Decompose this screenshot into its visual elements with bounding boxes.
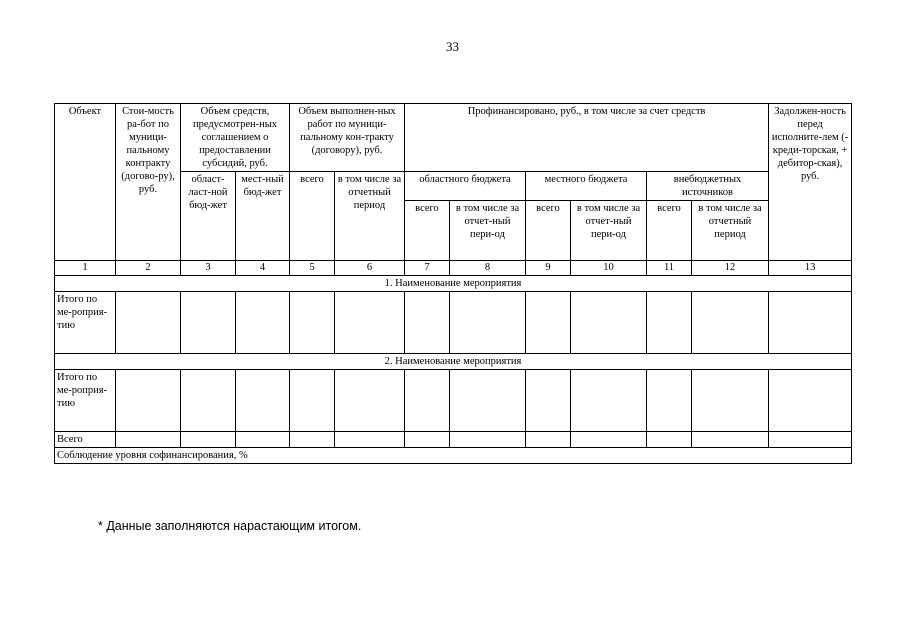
subtotal-label: Итого по ме-роприя-тию — [55, 370, 116, 432]
header-object: Объект — [55, 104, 116, 261]
total-label: Всего — [55, 432, 116, 448]
empty-cell — [405, 292, 450, 354]
page-number: 33 — [446, 39, 459, 54]
header-fin-regional: областного бюджета — [405, 172, 526, 201]
column-number: 5 — [290, 261, 335, 276]
header-work: Объем выполнен-ных работ по муници-пальному кон-тракту (договору), руб. — [290, 104, 405, 172]
header-col-8: в том числе за отчет-ный пери-од — [450, 201, 526, 261]
empty-cell — [769, 292, 852, 354]
header-funds-local: мест-ный бюд-жет — [236, 172, 290, 261]
cofinancing-row — [55, 448, 852, 464]
header-debt: Задолжен-ность перед исполните-лем (- креди-торская, + дебитор-ская), руб. — [769, 104, 852, 261]
empty-cell — [526, 292, 571, 354]
column-number: 7 — [405, 261, 450, 276]
section-subtotal-row — [55, 292, 852, 354]
empty-cell — [450, 370, 526, 432]
column-number: 13 — [769, 261, 852, 276]
subtotal-label: Итого по ме-роприя-тию — [55, 292, 116, 354]
total-row — [55, 432, 852, 448]
header-col-12: в том числе за отчетный период — [692, 201, 769, 261]
empty-cell — [290, 292, 335, 354]
empty-cell — [335, 432, 405, 448]
column-number: 3 — [181, 261, 236, 276]
column-number: 11 — [647, 261, 692, 276]
header-col-11: всего — [647, 201, 692, 261]
empty-cell — [647, 432, 692, 448]
column-number: 8 — [450, 261, 526, 276]
header-row-1 — [55, 104, 852, 172]
empty-cell — [647, 292, 692, 354]
header-work-total: всего — [290, 172, 335, 261]
column-number: 1 — [55, 261, 116, 276]
empty-cell — [571, 292, 647, 354]
empty-cell — [692, 370, 769, 432]
column-number-row — [55, 261, 852, 276]
section-title: 1. Наименование мероприятия — [55, 276, 852, 292]
footnote: * Данные заполняются нарастающим итогом. — [98, 519, 362, 533]
column-number: 9 — [526, 261, 571, 276]
empty-cell — [236, 432, 290, 448]
empty-cell — [181, 292, 236, 354]
empty-cell — [116, 292, 181, 354]
empty-cell — [405, 370, 450, 432]
column-number: 4 — [236, 261, 290, 276]
column-number: 2 — [116, 261, 181, 276]
header-cost: Стои-мость ра-бот по муници-пальному контракту (догово-ру), руб. — [116, 104, 181, 261]
empty-cell — [571, 370, 647, 432]
empty-cell — [526, 370, 571, 432]
empty-cell — [692, 292, 769, 354]
financing-report-table — [54, 103, 852, 464]
header-col-7: всего — [405, 201, 450, 261]
empty-cell — [335, 370, 405, 432]
column-number: 6 — [335, 261, 405, 276]
header-fin-local: местного бюджета — [526, 172, 647, 201]
header-col-10: в том числе за отчет-ный пери-од — [571, 201, 647, 261]
empty-cell — [181, 432, 236, 448]
section-title-row — [55, 276, 852, 292]
header-work-period: в том числе за отчетный период — [335, 172, 405, 261]
empty-cell — [571, 432, 647, 448]
empty-cell — [116, 432, 181, 448]
empty-cell — [692, 432, 769, 448]
empty-cell — [769, 432, 852, 448]
header-fin-extra: внебюджетных источников — [647, 172, 769, 201]
empty-cell — [526, 432, 571, 448]
header-funds: Объем средств, предусмотрен-ных соглашением о предоставлении субсидий, руб. — [181, 104, 290, 172]
empty-cell — [405, 432, 450, 448]
header-col-9: всего — [526, 201, 571, 261]
empty-cell — [290, 432, 335, 448]
section-title: 2. Наименование мероприятия — [55, 354, 852, 370]
section-subtotal-row — [55, 370, 852, 432]
empty-cell — [181, 370, 236, 432]
section-title-row — [55, 354, 852, 370]
empty-cell — [647, 370, 692, 432]
column-number: 12 — [692, 261, 769, 276]
empty-cell — [236, 292, 290, 354]
empty-cell — [450, 432, 526, 448]
header-financed: Профинансировано, руб., в том числе за счет средств — [405, 104, 769, 172]
empty-cell — [335, 292, 405, 354]
empty-cell — [236, 370, 290, 432]
empty-cell — [290, 370, 335, 432]
cofinancing-label: Соблюдение уровня софинансирования, % — [55, 448, 852, 464]
header-funds-regional: област-ласт-ной бюд-жет — [181, 172, 236, 261]
empty-cell — [116, 370, 181, 432]
empty-cell — [450, 292, 526, 354]
empty-cell — [769, 370, 852, 432]
column-number: 10 — [571, 261, 647, 276]
